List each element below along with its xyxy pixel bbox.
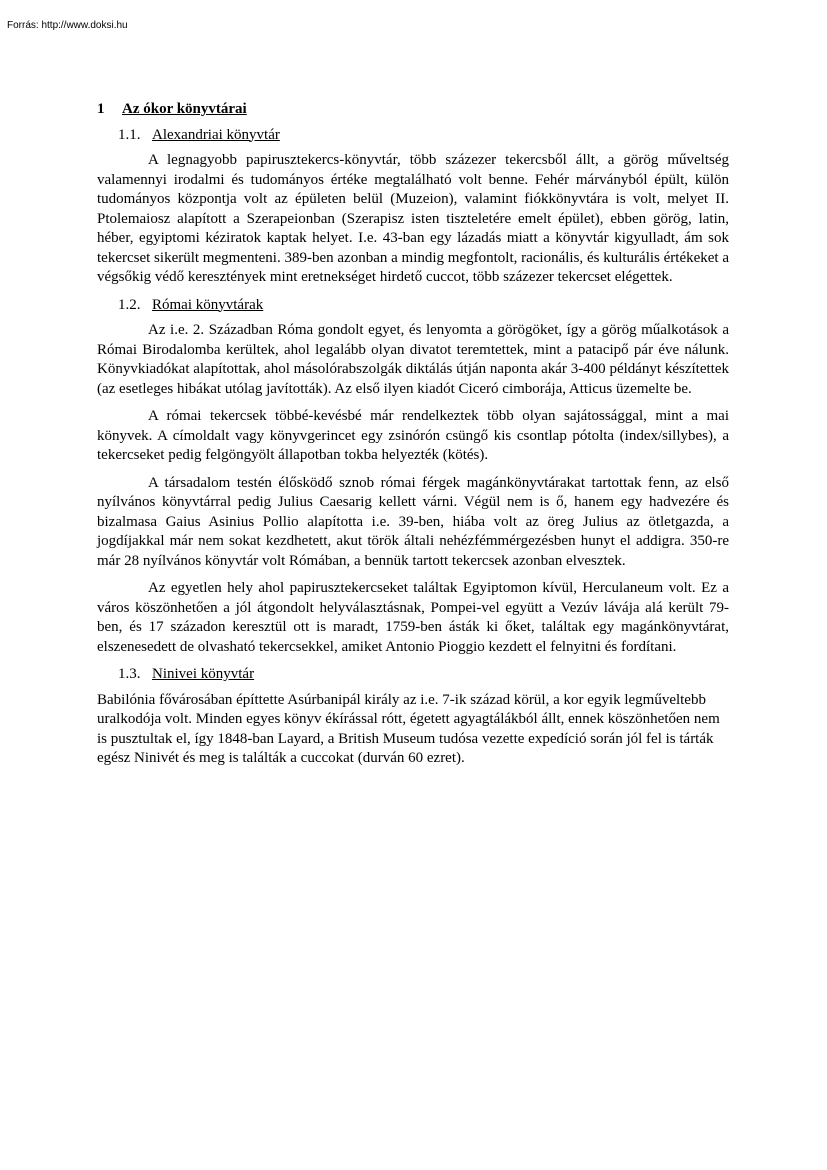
section-number: 1.1. [118, 126, 141, 143]
section-title: Ninivei könyvtár [152, 666, 255, 682]
section-title: Alexandriai könyvtár [152, 126, 280, 143]
section-number: 1.2. [118, 296, 141, 313]
paragraph: Az i.e. 2. Században Róma gondolt egyet, és lenyomta a görögöket, így a görög műalkotások a Római Birodalomba kerültek, ahol legalább olyan divatot teremtettek, mint a patacipő pár éve nálunk. Könyvkiadókat alapítottak, ahol másolórabszolgák diktálás útján naponta akár 3-400 példányt készítettek (az esetleges hibákat utólag javították). Az első ilyen kiadót Ciceró cimborája, Atticus üzemelte be. [97, 322, 729, 397]
paragraph: Babilónia fővárosában építtette Asúrbanipál király az i.e. 7-ik század körül, a kor egyik legműveltebb uralkodója volt. Minden egyes könyv ékírással rótt, égetett agyagtálákból állt, ennek köszönhetően nem is pusztultak el, így 1848-ban Layard, a British Museum tudósa vezette expedíció során jól fel is tárták egész Ninivét és meg is találták a cuccokat (durván 60 ezret). [97, 691, 720, 766]
source-note: Forrás: http://www.doksi.hu [7, 20, 128, 31]
document-page [97, 100, 729, 769]
paragraph: A legnagyobb papirusztekercs-könyvtár, több százezer tekercsből állt, a görög műveltség valamennyi irodalmi és tudományos értéke megtalálható volt benne. Fehér márványból épült, külön tudományos központja volt az épületen belül (Muzeion), valamint fiókkönyvtára is volt, melyet II. Ptolemaiosz alapított a Szerapeionban (Szerapisz isten tiszteletére emelt épület), ebben görög, latin, héber, egyiptomi kéziratok kaptak helyet. I.e. 43-ban egy lázadás miatt a könyvtár kigyulladt, ám sok tekercset sikerült megmenteni. 389-ben azonban a mindig megfontolt, racionális, és kulturális értékeket a végsőkig védő keresztények mint eretnekséget hirdető cuccot, több százezer tekercset elégettek. [97, 152, 729, 285]
section-heading-nineveh [118, 665, 729, 685]
section-number: 1.3. [118, 666, 141, 682]
section-title: Római könyvtárak [152, 296, 264, 313]
section-heading-rome [118, 296, 729, 316]
chapter-number: 1 [97, 101, 105, 117]
section-heading-alexandria [118, 126, 729, 146]
paragraph: A római tekercsek többé-kevésbé már rendelkeztek több olyan sajátossággal, mint a mai könyvek. A címoldalt vagy könyvgerincet egy zsinórón csüngő kis csontlap pótolta (index/sillybes), a tekercseket pedig felgöngyölt állapotban tokba helyezték (kötés). [97, 408, 729, 463]
chapter-title: Az ókor könyvtárai [122, 101, 247, 117]
paragraph: A társadalom testén élősködő sznob római férgek magánkönyvtárakat tartottak fenn, az első nyílvános könyvtárral pedig Julius Caesarig kellett várni. Végül nem is ő, hanem egy hadvezére és bizalmasa Gaius Asinius Pollio alapította i.e. 39-ben, hiába volt az öreg Julius az ötletgazda, a jogdíjakkal már nem sokat kezdhetett, akut török általi nehézfémmérgezésben hunyt el addigra. 350-re már 28 nyílvános könyvtár volt Rómában, a bennük tartott tekercsek azonban elvesztek. [97, 474, 729, 569]
paragraph: Az egyetlen hely ahol papirusztekercseket találtak Egyiptomon kívül, Herculaneum volt. Ez a város köszönhetően a jól átgondolt helyválasztásnak, Pompei-vel együtt a Vezúv lávája alá került 79-ben, és 17 századon keresztül ott is maradt, 1759-ben ásták ki őket, találtak egy magánkönyvtárat, elszenesedett de olvasható tekercsekkel, amiket Antonio Pioggio kezdett el felnyitni és fordítani. [97, 580, 729, 655]
chapter-heading [97, 100, 729, 120]
